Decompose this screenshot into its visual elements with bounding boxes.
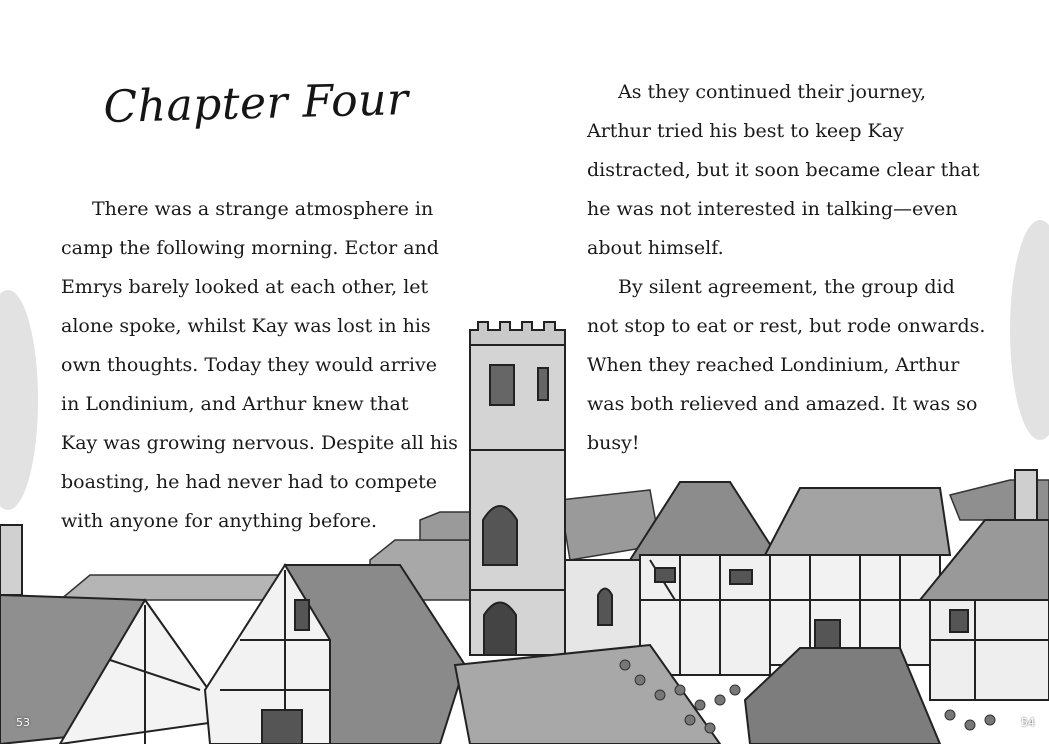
left-page-text (61, 190, 461, 541)
text-line: with anyone for anything before. (61, 510, 378, 532)
text-line: busy! (587, 432, 640, 454)
left-paragraph-1 (61, 190, 461, 541)
text-line: camp the following morning. Ector and (61, 237, 439, 259)
text-line: about himself. (587, 237, 724, 259)
text-line: he was not interested in talking—even (587, 198, 958, 220)
chapter-title: Chapter Four (102, 74, 410, 133)
text-line: boasting, he had never had to compete (61, 471, 438, 493)
church-tower (470, 322, 565, 655)
page-number-right: 54 (1021, 716, 1035, 729)
text-line: alone spoke, whilst Kay was lost in his (61, 315, 431, 337)
church-nave (565, 560, 640, 655)
right-paragraph-2 (587, 268, 987, 463)
text-line: distracted, but it soon became clear that (587, 159, 980, 181)
smoke-right (1010, 220, 1049, 440)
page-number-left: 53 (16, 716, 30, 729)
text-line: own thoughts. Today they would arrive (61, 354, 437, 376)
text-line: There was a strange atmosphere in (92, 198, 434, 220)
text-line: Arthur tried his best to keep Kay (587, 120, 904, 142)
text-line: Emrys barely looked at each other, let (61, 276, 429, 298)
text-line: Kay was growing nervous. Despite all his (61, 432, 458, 454)
text-line: in Londinium, and Arthur knew that (61, 393, 409, 415)
right-page-text (587, 73, 987, 463)
text-line: When they reached Londinium, Arthur (587, 354, 960, 376)
text-line: As they continued their journey, (618, 81, 927, 103)
text-line: not stop to eat or rest, but rode onwards. (587, 315, 986, 337)
text-line: By silent agreement, the group did (618, 276, 955, 298)
smoke-left (0, 290, 38, 510)
text-line: was both relieved and amazed. It was so (587, 393, 978, 415)
timber-house-left (0, 525, 230, 744)
right-paragraph-1 (587, 73, 987, 268)
